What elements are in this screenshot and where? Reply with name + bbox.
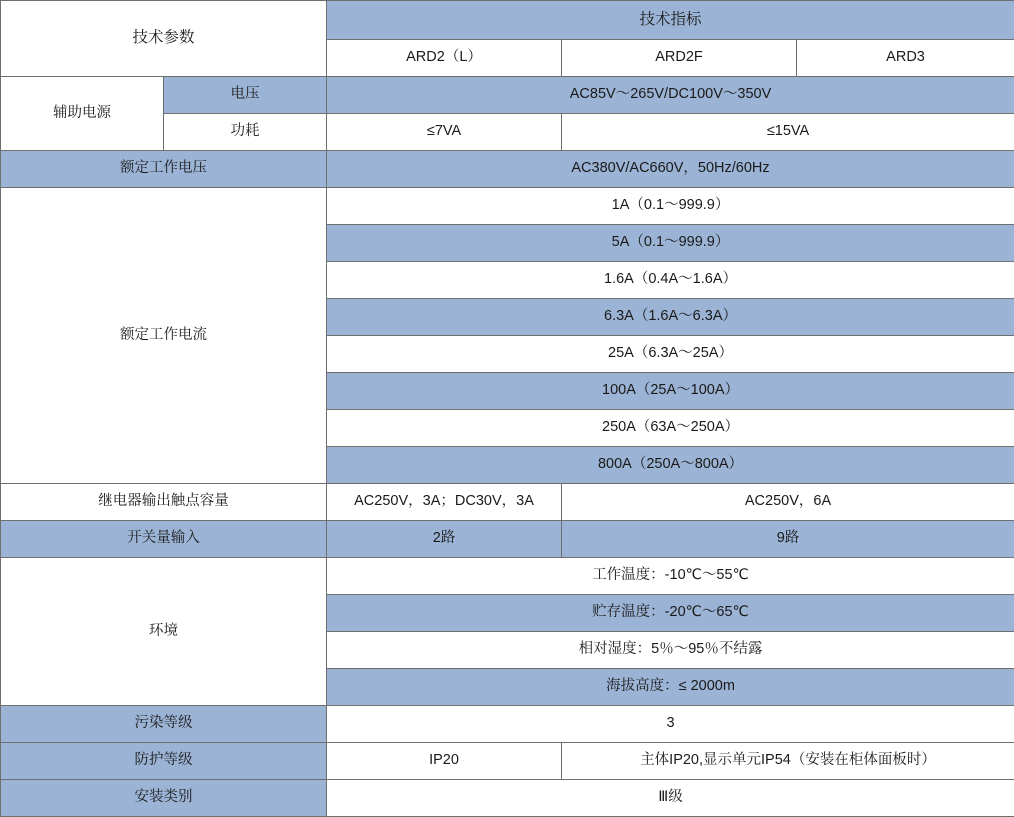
- relay-contact-value-ard2f-ard3: AC250V，6A: [562, 483, 1014, 520]
- rated-current-value-6: 100A（25A～100A）: [327, 372, 1014, 409]
- environment-value-storage-temperature: 贮存温度：-20℃～65℃: [327, 594, 1014, 631]
- model-ard3: ARD3: [797, 40, 1014, 77]
- aux-power-voltage-label: 电压: [164, 77, 327, 114]
- pollution-degree-value: 3: [327, 705, 1014, 742]
- rated-current-value-4: 6.3A（1.6A～6.3A）: [327, 298, 1014, 335]
- aux-power-label: 辅助电源: [1, 77, 164, 151]
- environment-value-humidity: 相对湿度：5％～95％不结露: [327, 631, 1014, 668]
- digital-input-label: 开关量输入: [1, 520, 327, 557]
- model-ard2f: ARD2F: [562, 40, 797, 77]
- aux-power-consumption-value-ard2f-ard3: ≤15VA: [562, 114, 1014, 151]
- protection-degree-value-ard2f-ard3: 主体IP20,显示单元IP54（安装在柜体面板时）: [562, 742, 1014, 779]
- protection-degree-label: 防护等级: [1, 742, 327, 779]
- relay-contact-value-ard2l: AC250V，3A；DC30V，3A: [327, 483, 562, 520]
- environment-label: 环境: [1, 557, 327, 705]
- rated-current-value-3: 1.6A（0.4A～1.6A）: [327, 261, 1014, 298]
- header-parameter-label: 技术参数: [1, 1, 327, 77]
- row-rated-voltage: [1, 150, 1014, 187]
- rated-current-value-7: 250A（63A～250A）: [327, 409, 1014, 446]
- aux-power-consumption-label: 功耗: [164, 114, 327, 151]
- header-spec-label: 技术指标: [327, 1, 1014, 40]
- rated-current-value-8: 800A（250A～800A）: [327, 446, 1014, 483]
- rated-current-label: 额定工作电流: [1, 187, 327, 483]
- row-install-category: [1, 779, 1014, 816]
- row-rated-current-1: [1, 187, 1014, 224]
- rated-voltage-value: AC380V/AC660V，50Hz/60Hz: [327, 150, 1014, 187]
- rated-voltage-label: 额定工作电压: [1, 150, 327, 187]
- aux-power-consumption-value-ard2l: ≤7VA: [327, 114, 562, 151]
- environment-value-altitude: 海拔高度：≤ 2000m: [327, 668, 1014, 705]
- row-aux-power-voltage: [1, 77, 1014, 114]
- row-protection-degree: [1, 742, 1014, 779]
- install-category-value: Ⅲ级: [327, 779, 1014, 816]
- relay-contact-label: 继电器输出触点容量: [1, 483, 327, 520]
- table-header-row: [1, 1, 1014, 40]
- environment-value-operating-temperature: 工作温度：-10℃～55℃: [327, 557, 1014, 594]
- digital-input-value-ard2l: 2路: [327, 520, 562, 557]
- row-relay-contact: [1, 483, 1014, 520]
- aux-power-voltage-value: AC85V～265V/DC100V～350V: [327, 77, 1014, 114]
- model-ard2l: ARD2（L）: [327, 40, 562, 77]
- pollution-degree-label: 污染等级: [1, 705, 327, 742]
- rated-current-value-2: 5A（0.1～999.9）: [327, 224, 1014, 261]
- protection-degree-value-ard2l: IP20: [327, 742, 562, 779]
- row-pollution-degree: [1, 705, 1014, 742]
- rated-current-value-1: 1A（0.1～999.9）: [327, 187, 1014, 224]
- rated-current-value-5: 25A（6.3A～25A）: [327, 335, 1014, 372]
- row-digital-input: [1, 520, 1014, 557]
- digital-input-value-ard2f-ard3: 9路: [562, 520, 1014, 557]
- row-environment-1: [1, 557, 1014, 594]
- install-category-label: 安装类别: [1, 779, 327, 816]
